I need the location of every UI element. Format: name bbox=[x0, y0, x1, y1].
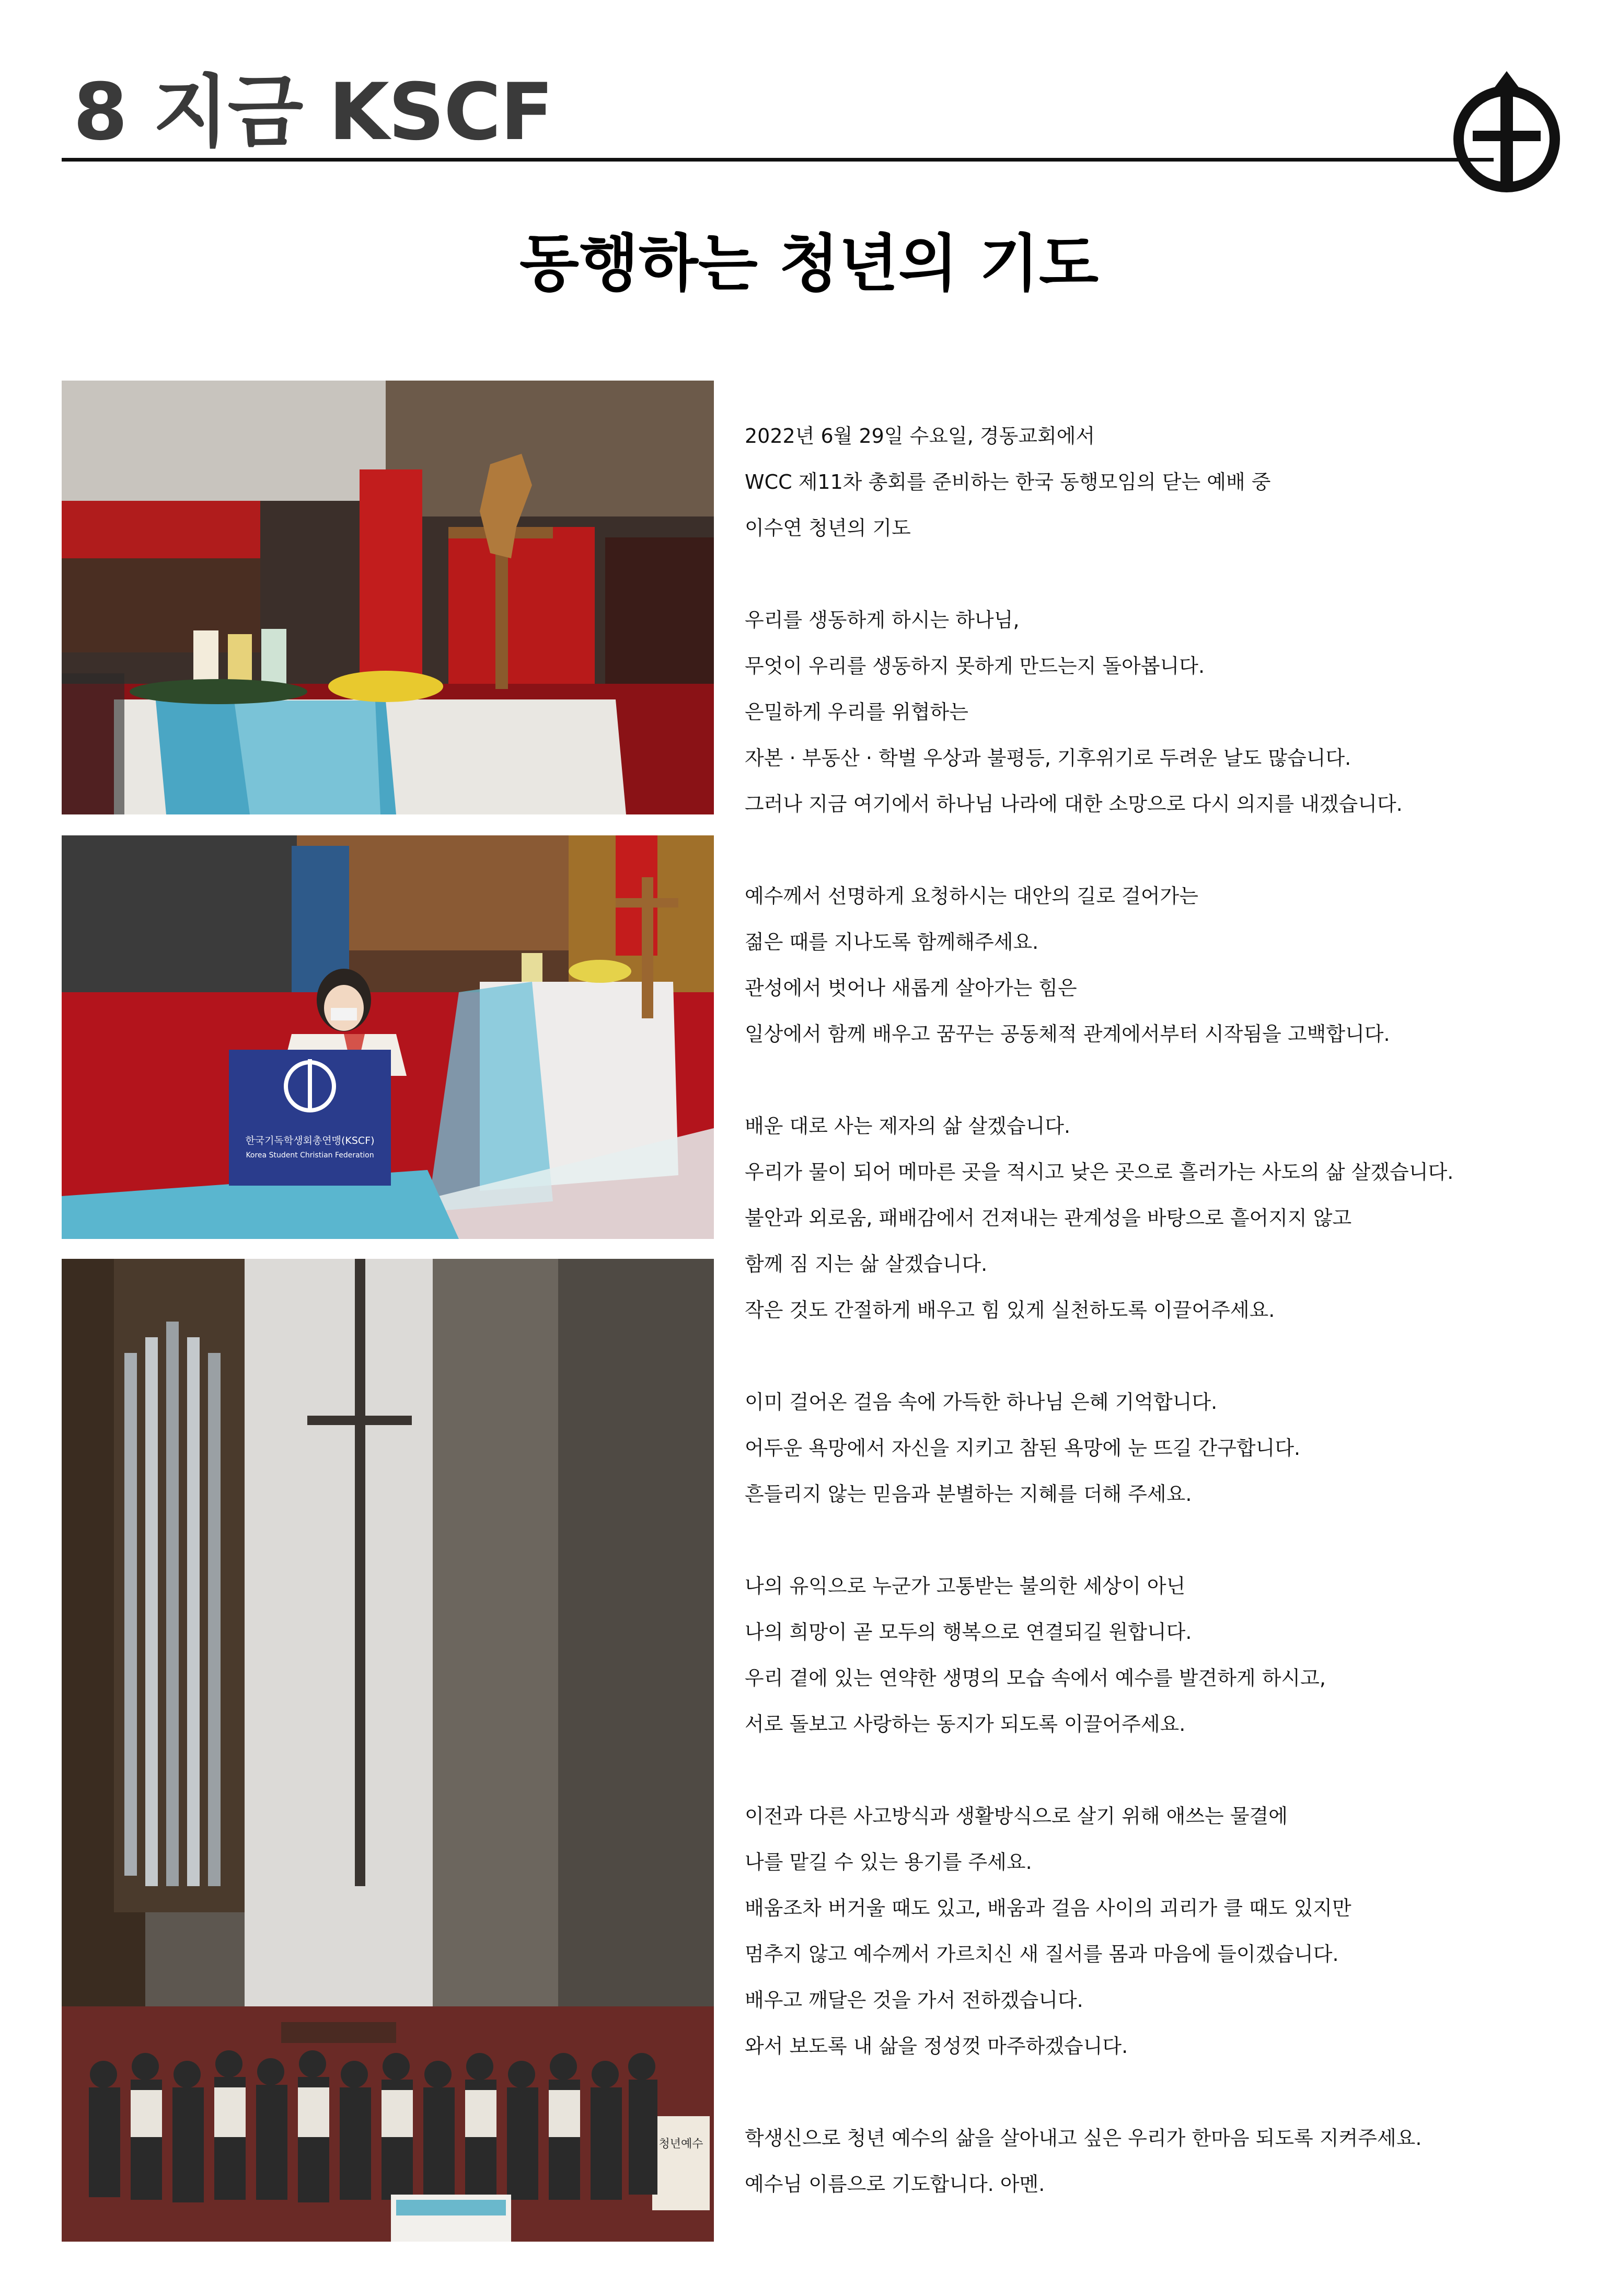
prayer-line: 우리 곁에 있는 연약한 생명의 모습 속에서 예수를 발견하게 하시고, bbox=[745, 1667, 1326, 1690]
prayer-line: 우리를 생동하게 하시는 하나님, bbox=[745, 609, 1020, 632]
prayer-line: 은밀하게 우리를 위협하는 bbox=[745, 701, 968, 724]
prayer-stanza bbox=[745, 2115, 1602, 2207]
prayer-line: 관성에서 벗어나 새롭게 살아가는 힘은 bbox=[745, 977, 1077, 1000]
prayer-stanza bbox=[745, 1103, 1602, 1333]
kscf-logo-icon bbox=[1447, 67, 1567, 192]
prayer-stanza bbox=[745, 1793, 1602, 2069]
prayer-line: 일상에서 함께 배우고 꿈꾸는 공동체적 관계에서부터 시작됨을 고백합니다. bbox=[745, 1023, 1390, 1046]
photo-kscf-banner bbox=[62, 835, 714, 1239]
prayer-line: 배운 대로 사는 제자의 삶 살겠습니다. bbox=[745, 1115, 1071, 1138]
prayer-line: 흔들리지 않는 믿음과 분별하는 지혜를 더해 주세요. bbox=[745, 1483, 1192, 1506]
header-divider bbox=[62, 158, 1494, 162]
prayer-stanza bbox=[745, 1563, 1602, 1747]
prayer-line: 배우고 깨달은 것을 가서 전하겠습니다. bbox=[745, 1989, 1083, 2012]
prayer-line: 함께 짐 지는 삶 살겠습니다. bbox=[745, 1253, 988, 1276]
prayer-stanza bbox=[745, 413, 1602, 551]
prayer-line: 나의 유익으로 누군가 고통받는 불의한 세상이 아닌 bbox=[745, 1575, 1186, 1598]
prayer-line: 나의 희망이 곧 모두의 행복으로 연결되길 원합니다. bbox=[745, 1621, 1192, 1644]
prayer-line: 우리가 물이 되어 메마른 곳을 적시고 낮은 곳으로 흘러가는 사도의 삶 살겠습니다. bbox=[745, 1161, 1454, 1184]
prayer-line: WCC 제11차 총회를 준비하는 한국 동행모임의 닫는 예배 중 bbox=[745, 470, 1271, 493]
prayer-line: 무엇이 우리를 생동하지 못하게 만드는지 돌아봅니다. bbox=[745, 655, 1205, 678]
prayer-stanza bbox=[745, 1379, 1602, 1517]
banner-subtext: Korea Student Christian Federation bbox=[246, 1151, 374, 1160]
prayer-line: 작은 것도 간절하게 배우고 힘 있게 실천하도록 이끌어주세요. bbox=[745, 1299, 1275, 1322]
prayer-line: 예수께서 선명하게 요청하시는 대안의 길로 걸어가는 bbox=[745, 885, 1198, 908]
prayer-line: 2022년 6월 29일 수요일, 경동교회에서 bbox=[745, 424, 1095, 447]
photo-altar-candles bbox=[62, 381, 714, 814]
prayer-stanza bbox=[745, 873, 1602, 1057]
prayer-line: 와서 보도록 내 삶을 정성껏 마주하겠습니다. bbox=[745, 2035, 1128, 2058]
prayer-stanza bbox=[745, 597, 1602, 827]
prayer-line: 멈추지 않고 예수께서 가르치신 새 질서를 몸과 마음에 들이겠습니다. bbox=[745, 1943, 1339, 1966]
page-header-title: 8 지금 KSCF bbox=[73, 67, 553, 158]
sign-text: 청년예수 bbox=[658, 2138, 703, 2151]
article-title: 동행하는 청년의 기도 bbox=[519, 227, 1099, 300]
prayer-line: 어두운 욕망에서 자신을 지키고 참된 욕망에 눈 뜨길 간구합니다. bbox=[745, 1437, 1301, 1460]
prayer-line: 예수님 이름으로 기도합니다. 아멘. bbox=[745, 2173, 1045, 2196]
prayer-line: 서로 돌보고 사랑하는 동지가 되도록 이끌어주세요. bbox=[745, 1713, 1186, 1736]
prayer-line: 나를 맡길 수 있는 용기를 주세요. bbox=[745, 1851, 1032, 1874]
prayer-text bbox=[745, 413, 1602, 2207]
prayer-line: 배움조차 버거울 때도 있고, 배움과 걸음 사이의 괴리가 클 때도 있지만 bbox=[745, 1897, 1351, 1920]
prayer-line: 불안과 외로움, 패배감에서 건져내는 관계성을 바탕으로 흩어지지 않고 bbox=[745, 1207, 1352, 1230]
banner-text: 한국기독학생회총연맹(KSCF) bbox=[245, 1135, 375, 1146]
prayer-line: 자본 · 부동산 · 학벌 우상과 불평등, 기후위기로 두려운 날도 많습니다. bbox=[745, 747, 1351, 770]
prayer-line: 학생신으로 청년 예수의 삶을 살아내고 싶은 우리가 한마음 되도록 지켜주세요. bbox=[745, 2127, 1422, 2150]
prayer-line: 이수연 청년의 기도 bbox=[745, 516, 911, 539]
photo-group-worship bbox=[62, 1259, 714, 2242]
prayer-line: 그러나 지금 여기에서 하나님 나라에 대한 소망으로 다시 의지를 내겠습니다. bbox=[745, 793, 1403, 816]
prayer-line: 이미 걸어온 걸음 속에 가득한 하나님 은혜 기억합니다. bbox=[745, 1391, 1218, 1414]
prayer-line: 이전과 다른 사고방식과 생활방식으로 살기 위해 애쓰는 물결에 bbox=[745, 1805, 1288, 1828]
kscf-logo bbox=[1447, 67, 1567, 192]
prayer-line: 젊은 때를 지나도록 함께해주세요. bbox=[745, 931, 1039, 954]
